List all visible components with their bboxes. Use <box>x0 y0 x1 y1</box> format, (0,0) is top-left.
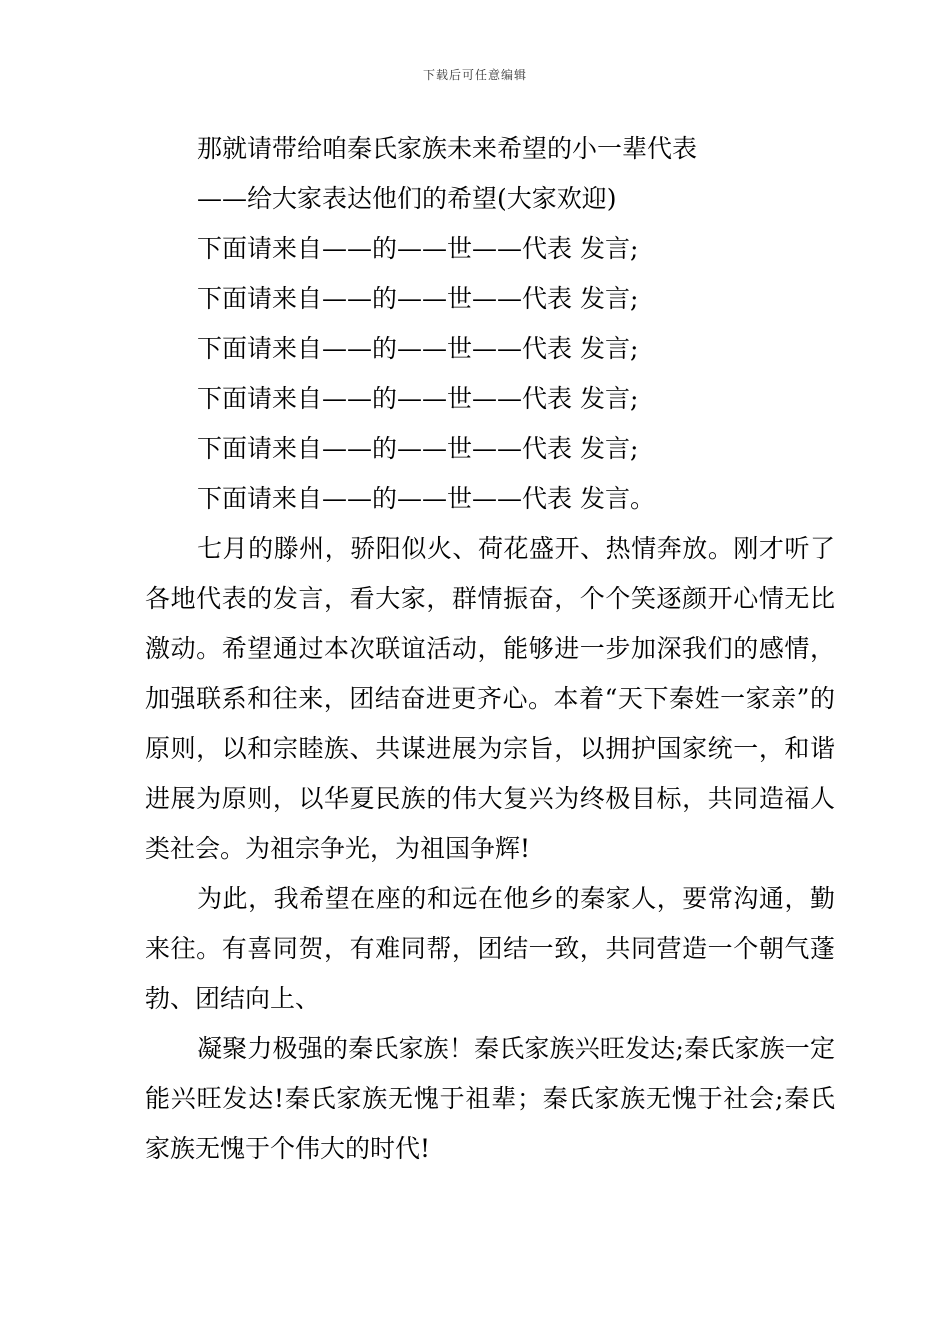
document-body <box>145 124 835 1174</box>
speaker-line: 下面请来自——的——世——代表 发言; <box>197 334 639 363</box>
text-line: 那就请带给咱秦氏家族未来希望的小一辈代表 <box>197 134 698 163</box>
paragraph: 为此，我希望在座的和远在他乡的秦家人，要常沟通，勤来往。有喜同贺，有难同帮，团结一致，共同营造一个朝气蓬勃、团结向上、 <box>145 884 835 1013</box>
speaker-line: 下面请来自——的——世——代表 发言; <box>197 234 639 263</box>
speaker-line: 下面请来自——的——世——代表 发言。 <box>197 484 655 513</box>
speaker-line: 下面请来自——的——世——代表 发言; <box>197 284 639 313</box>
paragraph: 凝聚力极强的秦氏家族！秦氏家族兴旺发达;秦氏家族一定能兴旺发达!秦氏家族无愧于祖辈；秦氏家族无愧于社会;秦氏家族无愧于个伟大的时代! <box>145 1034 835 1163</box>
text-line: ——给大家表达他们的希望(大家欢迎) <box>197 184 617 213</box>
speaker-line: 下面请来自——的——世——代表 发言; <box>197 434 639 463</box>
speaker-line: 下面请来自——的——世——代表 发言; <box>197 384 639 413</box>
page-header: 下载后可任意编辑 <box>422 68 527 82</box>
paragraph: 七月的滕州，骄阳似火、荷花盛开、热情奔放。刚才听了各地代表的发言，看大家，群情振奋，个个笑逐颜开心情无比激动。希望通过本次联谊活动，能够进一步加深我们的感情，加强联系和往来，团结奋进更齐心。本着“天下秦姓一家亲”的原则，以和宗睦族、共谋进展为宗旨，以拥护国家统一，和谐进展为原则，以华夏民族的伟大复兴为终极目标，共同造福人类社会。为祖宗争光，为祖国争辉! <box>145 534 835 863</box>
